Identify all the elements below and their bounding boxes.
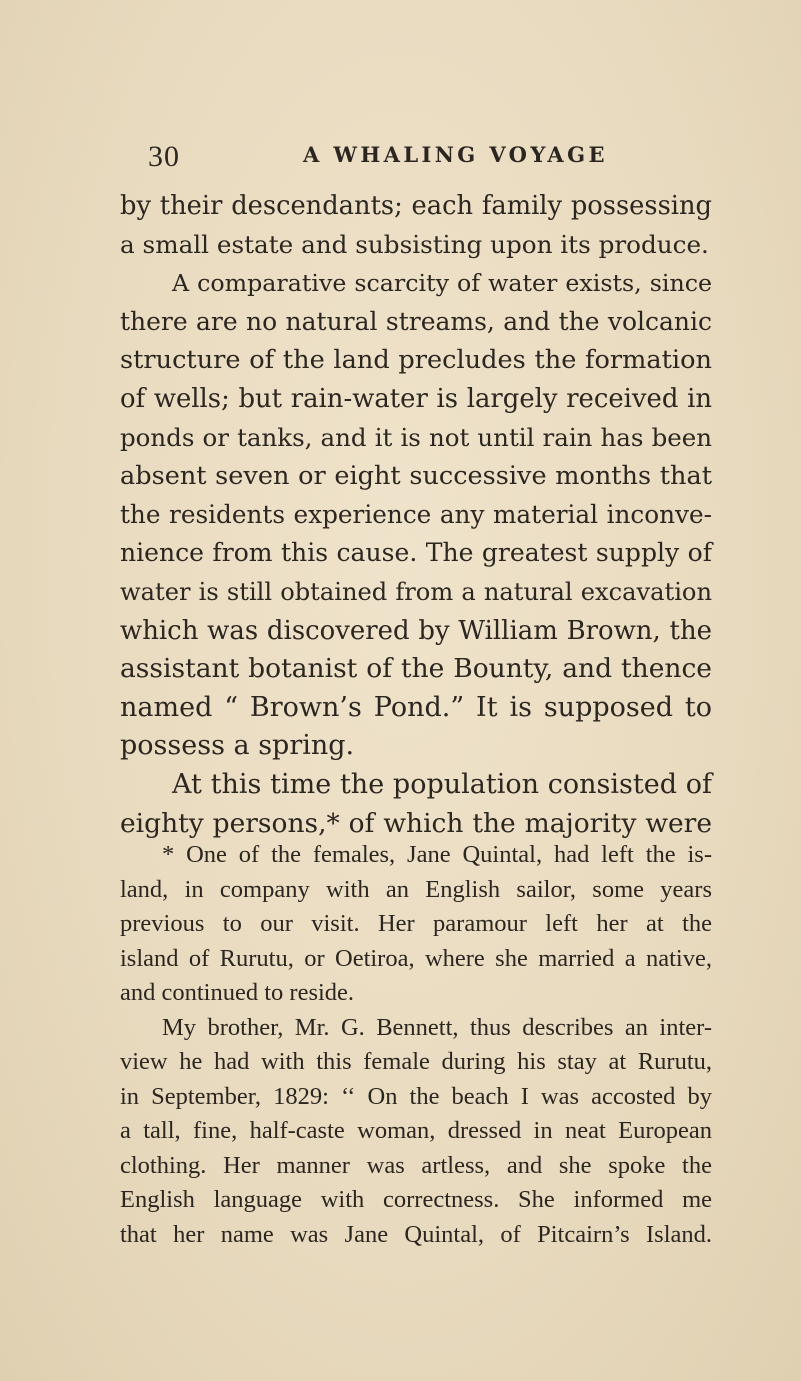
text-line: which was discovered by William Brown, the: [120, 615, 712, 646]
footnote-line: * One of the females, Jane Quintal, had left the is-: [162, 841, 712, 868]
footnote-line: a tall, fine, half-caste woman, dressed in neat European: [120, 1117, 712, 1144]
text-line: assistant botanist of the Bounty, and thence: [120, 653, 712, 685]
main-text-block: [120, 187, 712, 843]
text-line: At this time the population consisted of: [172, 768, 712, 800]
footnote-line: view he had with this female during his stay at Rurutu,: [120, 1048, 712, 1075]
text-line: possess a spring.: [120, 730, 355, 762]
footnote-block: [120, 838, 712, 1252]
text-line: a small estate and subsisting upon its produce.: [120, 229, 709, 259]
text-line: the residents experience any material inconve-: [120, 499, 712, 529]
footnote-line: that her name was Jane Quintal, of Pitcairn’s Island.: [120, 1220, 712, 1248]
text-line: of wells; but rain-water is largely received in: [120, 383, 712, 414]
text-line: A comparative scarcity of water exists, since: [172, 269, 712, 298]
text-line: by their descendants; each family possessing: [120, 191, 712, 221]
text-line: water is still obtained from a natural excavation: [120, 577, 712, 606]
text-line: named “ Brown’s Pond.” It is supposed to: [120, 691, 712, 723]
page-number: 30: [148, 140, 180, 173]
text-line: structure of the land precludes the formation: [120, 345, 712, 376]
footnote-line: island of Rurutu, or Oetiroa, where she married a native,: [120, 944, 712, 972]
text-line: eighty persons,* of which the majority were: [120, 807, 712, 839]
footnote-line: English language with correctness. She informed me: [120, 1186, 712, 1213]
footnote-line: land, in company with an English sailor, some years: [120, 875, 712, 903]
running-head: [148, 140, 708, 180]
footnote-line: previous to our visit. Her paramour left her at the: [120, 910, 712, 937]
text-line: there are no natural streams, and the volcanic: [120, 306, 712, 336]
running-title: A WHALING VOYAGE: [303, 142, 608, 167]
footnote-line: and continued to reside.: [120, 979, 355, 1006]
text-line: absent seven or eight successive months that: [120, 461, 712, 492]
footnote-line: My brother, Mr. G. Bennett, thus describes an inter-: [162, 1013, 712, 1041]
footnote-line: in September, 1829: ‘‘ On the beach I was accosted by: [120, 1082, 712, 1110]
text-line: nience from this cause. The greatest supply of: [120, 538, 712, 568]
footnote-line: clothing. Her manner was artless, and she spoke the: [120, 1151, 712, 1179]
text-line: ponds or tanks, and it is not until rain has been: [120, 422, 712, 452]
